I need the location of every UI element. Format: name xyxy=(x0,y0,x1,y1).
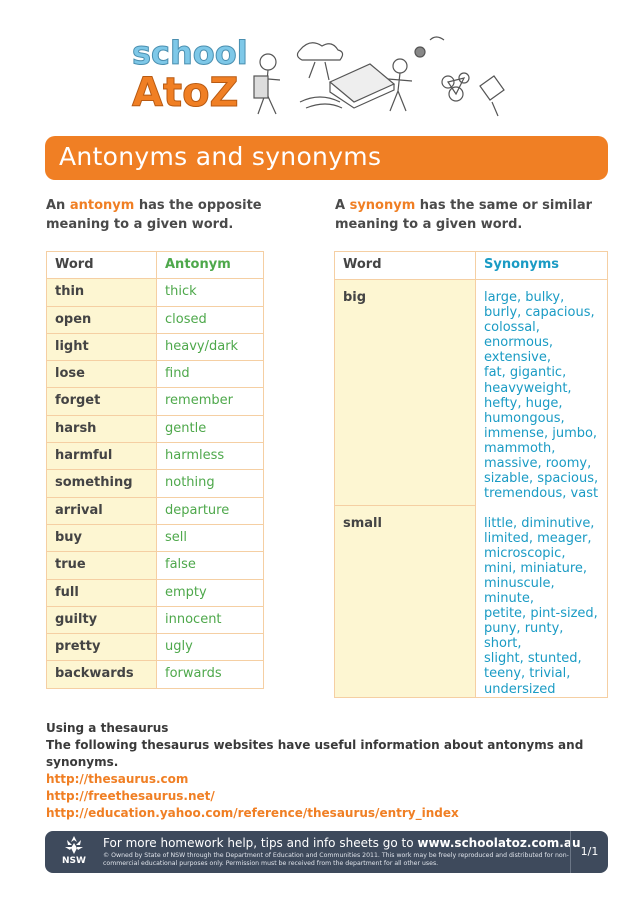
footer-message-text: For more homework help, tips and info sheets go to xyxy=(103,836,418,850)
antonym-row xyxy=(47,524,264,551)
antonym-row xyxy=(47,497,264,524)
antonym-value: sell xyxy=(157,524,264,551)
synonym-def-post: has the same or similar meaning to a given word. xyxy=(335,198,593,232)
antonym-value: heavy/dark xyxy=(157,333,264,360)
antonym-word: guilty xyxy=(47,606,157,633)
footer-bar xyxy=(45,831,608,873)
synonym-line: mammoth, xyxy=(484,440,556,456)
antonym-value: gentle xyxy=(157,415,264,442)
synonym-table-header xyxy=(335,252,608,280)
antonym-word: true xyxy=(47,552,157,579)
synonym-line: massive, roomy, xyxy=(484,456,592,472)
copyright-notice: © Owned by State of NSW through the Department of Education and Communities 2011. This work may be freely reproduced and distributed for non-commercial educational purposes only. Permission must be received from the department for all other uses. xyxy=(103,852,569,867)
synonym-line: burly, capacious, xyxy=(484,305,595,321)
school-a-to-z-logo xyxy=(130,32,520,124)
synonym-line: petite, pint-sized, xyxy=(484,606,598,622)
synonym-definition xyxy=(335,196,605,234)
antonym-value: thick xyxy=(157,279,264,306)
antonym-word: something xyxy=(47,470,157,497)
synonym-line: large, bulky, xyxy=(484,290,565,305)
footer-url[interactable]: www.schoolatoz.com.au xyxy=(417,836,581,850)
antonym-word: full xyxy=(47,579,157,606)
antonym-value: innocent xyxy=(157,606,264,633)
synonym-list-small xyxy=(476,506,608,698)
antonym-row xyxy=(47,333,264,360)
antonym-row xyxy=(47,606,264,633)
antonym-word: forget xyxy=(47,388,157,415)
synonym-line: microscopic, xyxy=(484,545,566,561)
logo-school-text: school xyxy=(132,34,248,72)
antonym-row xyxy=(47,306,264,333)
page-title: Antonyms and synonyms xyxy=(59,142,382,171)
synonym-line: hefty, huge, xyxy=(484,395,563,411)
antonym-word: lose xyxy=(47,361,157,388)
synonym-word-small: small xyxy=(335,506,476,698)
antonym-row xyxy=(47,443,264,470)
antonym-word: arrival xyxy=(47,497,157,524)
antonym-term: antonym xyxy=(69,198,135,213)
thesaurus-section xyxy=(46,720,606,822)
sketch-illustration xyxy=(254,37,504,116)
synonym-line: extensive, xyxy=(484,350,552,366)
thesaurus-link[interactable]: http://freethesaurus.net/ xyxy=(46,789,215,803)
antonym-value: ugly xyxy=(157,634,264,661)
logo-atoz-text: AtoZ xyxy=(132,70,239,116)
antonym-value: closed xyxy=(157,306,264,333)
antonym-row xyxy=(47,579,264,606)
waratah-icon xyxy=(59,834,89,856)
synonym-line: colossal, enormous, xyxy=(484,320,554,351)
antonym-row xyxy=(47,470,264,497)
thesaurus-text: The following thesaurus websites have useful information about antonyms and synonyms. xyxy=(46,738,584,769)
antonym-value: harmless xyxy=(157,443,264,470)
antonym-value: find xyxy=(157,361,264,388)
synonym-line: little, diminutive, xyxy=(484,515,595,531)
header-word: Word xyxy=(47,252,157,279)
antonym-row xyxy=(47,361,264,388)
synonym-lines xyxy=(484,290,599,501)
antonym-table-body xyxy=(47,252,264,689)
antonym-value: false xyxy=(157,552,264,579)
synonym-line: immense, jumbo, xyxy=(484,425,598,441)
synonym-table xyxy=(334,251,608,698)
synonym-table-body xyxy=(335,252,608,698)
title-banner xyxy=(45,136,608,180)
antonym-value: remember xyxy=(157,388,264,415)
antonym-value: forwards xyxy=(157,661,264,688)
synonym-def-pre: A xyxy=(335,198,350,213)
synonym-line: puny, runty, short, xyxy=(484,621,564,652)
synonym-line: mini, miniature, xyxy=(484,560,588,576)
antonym-definition xyxy=(46,196,316,234)
synonym-line: humongous, xyxy=(484,410,565,426)
antonym-word: harmful xyxy=(47,443,157,470)
antonym-word: backwards xyxy=(47,661,157,688)
synonym-line: limited, meager, xyxy=(484,530,592,546)
antonym-row xyxy=(47,279,264,306)
antonym-value: empty xyxy=(157,579,264,606)
nsw-label: NSW xyxy=(62,856,86,866)
antonym-row xyxy=(47,415,264,442)
thesaurus-link[interactable]: http://thesaurus.com xyxy=(46,772,189,786)
synonym-line: fat, gigantic, xyxy=(484,365,567,381)
antonym-value: departure xyxy=(157,497,264,524)
antonym-word: thin xyxy=(47,279,157,306)
synonym-line: slight, stunted, xyxy=(484,651,582,667)
synonym-word-big: big xyxy=(335,280,476,506)
antonym-value: nothing xyxy=(157,470,264,497)
header-antonym: Antonym xyxy=(157,252,264,279)
page-number: 1/1 xyxy=(570,831,608,873)
nsw-logo xyxy=(59,834,89,870)
synonym-list-big xyxy=(476,280,608,506)
footer-message xyxy=(103,836,581,850)
synonym-line: undersized xyxy=(484,681,556,697)
thesaurus-link[interactable]: http://education.yahoo.com/reference/thesaurus/entry_index xyxy=(46,806,459,820)
antonym-table-header xyxy=(47,252,264,279)
synonym-line: minuscule, minute, xyxy=(484,575,555,606)
synonym-row xyxy=(335,506,608,698)
antonym-row xyxy=(47,661,264,688)
header-synonyms: Synonyms xyxy=(476,252,608,280)
synonym-term: synonym xyxy=(349,198,416,213)
antonym-word: light xyxy=(47,333,157,360)
header-word: Word xyxy=(335,252,476,280)
antonym-word: buy xyxy=(47,524,157,551)
antonym-row xyxy=(47,634,264,661)
synonym-line: teeny, trivial, xyxy=(484,666,571,682)
antonym-table xyxy=(46,251,264,689)
synonym-line: tremendous, vast xyxy=(484,486,599,502)
synonym-line: heavyweight, xyxy=(484,380,572,396)
synonym-row xyxy=(335,280,608,506)
antonym-word: pretty xyxy=(47,634,157,661)
thesaurus-heading: Using a thesaurus xyxy=(46,721,169,735)
antonym-word: harsh xyxy=(47,415,157,442)
antonym-row xyxy=(47,388,264,415)
antonym-def-post: has the opposite meaning to a given word. xyxy=(46,198,262,232)
antonym-def-pre: An xyxy=(46,198,70,213)
antonym-word: open xyxy=(47,306,157,333)
synonym-lines xyxy=(484,516,599,697)
antonym-row xyxy=(47,552,264,579)
synonym-line: sizable, spacious, xyxy=(484,471,599,487)
